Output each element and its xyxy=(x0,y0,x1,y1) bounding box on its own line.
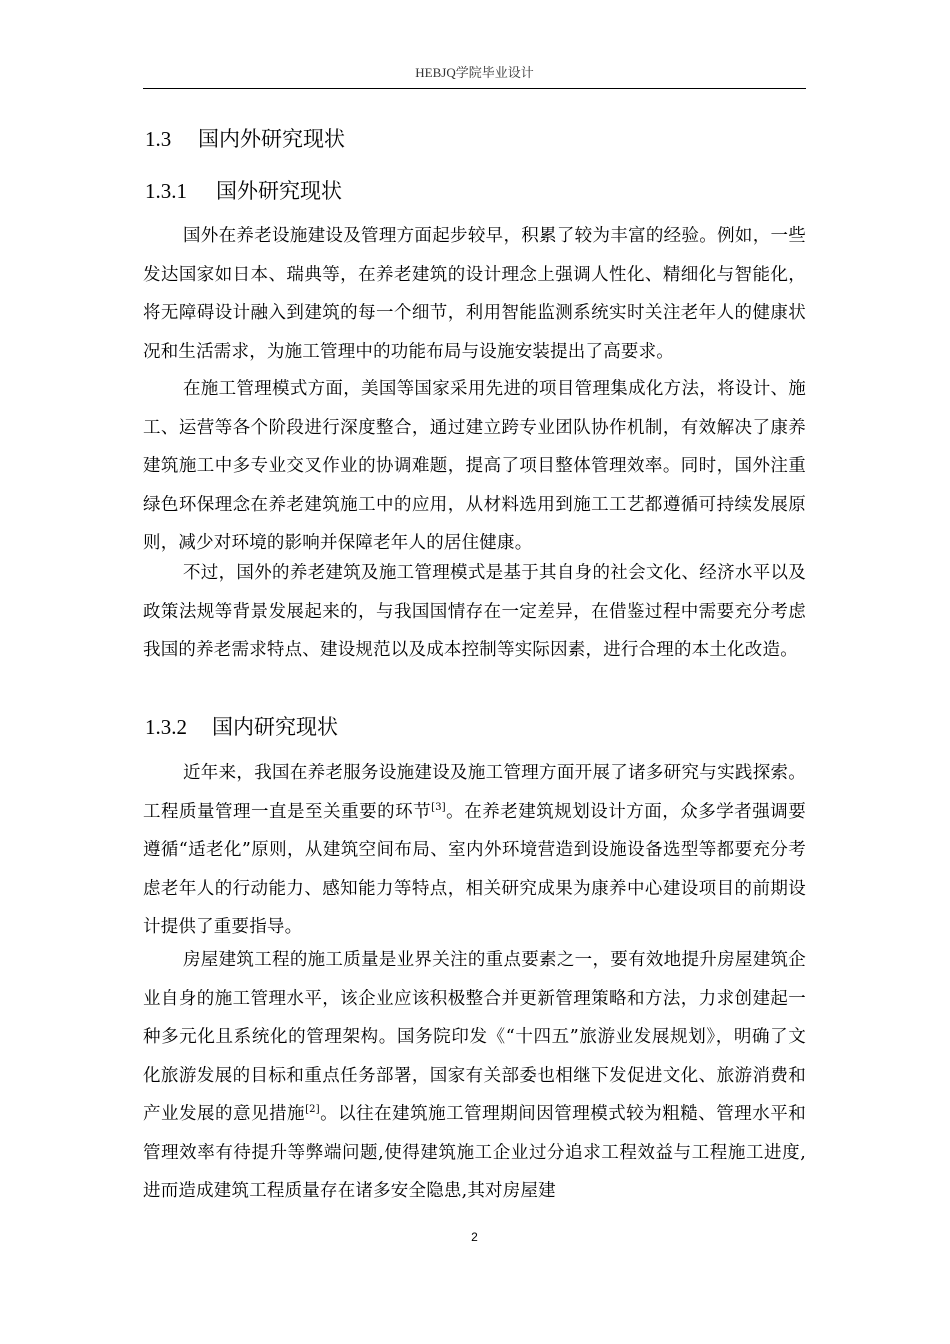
section-number: 1.3 xyxy=(145,127,172,151)
body-paragraph xyxy=(143,941,806,1211)
body-paragraph: 在施工管理模式方面，美国等国家采用先进的项目管理集成化方法，将设计、施工、运营等各个阶段进行深度整合，通过建立跨专业团队协作机制，有效解决了康养建筑施工中多专业交叉作业的协调难题，提高了项目整体管理效率。同时，国外注重绿色环保理念在养老建筑施工中的应用，从材料选用到施工工艺都遵循可持续发展原则，减少对环境的影响并保障老年人的居住健康。 xyxy=(143,379,806,553)
subsection-number: 1.3.1 xyxy=(145,179,187,203)
body-paragraph: 不过，国外的养老建筑及施工管理模式是基于其自身的社会文化、经济水平以及政策法规等背景发展起来的，与我国国情存在一定差异，在借鉴过程中需要充分考虑我国的养老需求特点、建设规范以及成本控制等实际因素，进行合理的本土化改造。 xyxy=(143,563,806,660)
section-title: 国内外研究现状 xyxy=(198,127,345,151)
body-paragraph: 国外在养老设施建设及管理方面起步较早，积累了较为丰富的经验。例如，一些发达国家如日本、瑞典等，在养老建筑的设计理念上强调人性化、精细化与智能化，将无障碍设计融入到建筑的每一个细节，利用智能监测系统实时关注老年人的健康状况和生活需求，为施工管理中的功能布局与设施安装提出了高要求。 xyxy=(143,226,806,362)
paragraph-text: 房屋建筑工程的施工质量是业界关注的重点要素之一，要有效地提升房屋建筑企业自身的施工管理水平，该企业应该积极整合并更新管理策略和方法，力求创建起一种多元化且系统化的管理架构。国务院印发《“十四五”旅游业发展规划》，明确了文化旅游发展的目标和重点任务部署，国家有关部委也相继下发促进文化、旅游消费和产业发展的意见措施 xyxy=(143,950,806,1124)
subsection-heading-domestic xyxy=(145,712,338,742)
body-paragraph xyxy=(143,754,806,947)
paragraph-text: 。在养老建筑规划设计方面，众多学者强调要遵循“适老化”原则，从建筑空间布局、室内外环境营造到设施设备选型等都要充分考虑老年人的行动能力、感知能力等特点，相关研究成果为康养中心建设项目的前期设计提供了重要指导。 xyxy=(143,801,807,937)
section-heading xyxy=(145,124,345,154)
subsection-title: 国内研究现状 xyxy=(212,715,338,739)
subsection-number: 1.3.2 xyxy=(145,715,187,739)
citation-reference[interactable]: [2] xyxy=(305,1104,320,1115)
page-header-title: HEBJQ学院毕业设计 xyxy=(415,65,534,80)
paragraph-text: 。以往在建筑施工管理期间因管理模式较为粗糙、管理水平和管理效率有待提升等弊端问题,使得建筑施工企业过分追求工程效益与工程施工进度,进而造成建筑工程质量存在诸多安全隐患,其对房屋建 xyxy=(143,1104,806,1201)
page-number: 2 xyxy=(471,1230,478,1244)
subsection-title: 国外研究现状 xyxy=(216,179,342,203)
paragraph-text: 近年来，我国在养老服务设施建设及施工管理方面开展了诸多研究与实践探索。工程质量管理一直是至关重要的环节 xyxy=(143,763,806,822)
header-divider xyxy=(143,88,806,89)
subsection-heading-foreign xyxy=(145,176,342,206)
citation-reference[interactable]: [3] xyxy=(431,801,446,813)
